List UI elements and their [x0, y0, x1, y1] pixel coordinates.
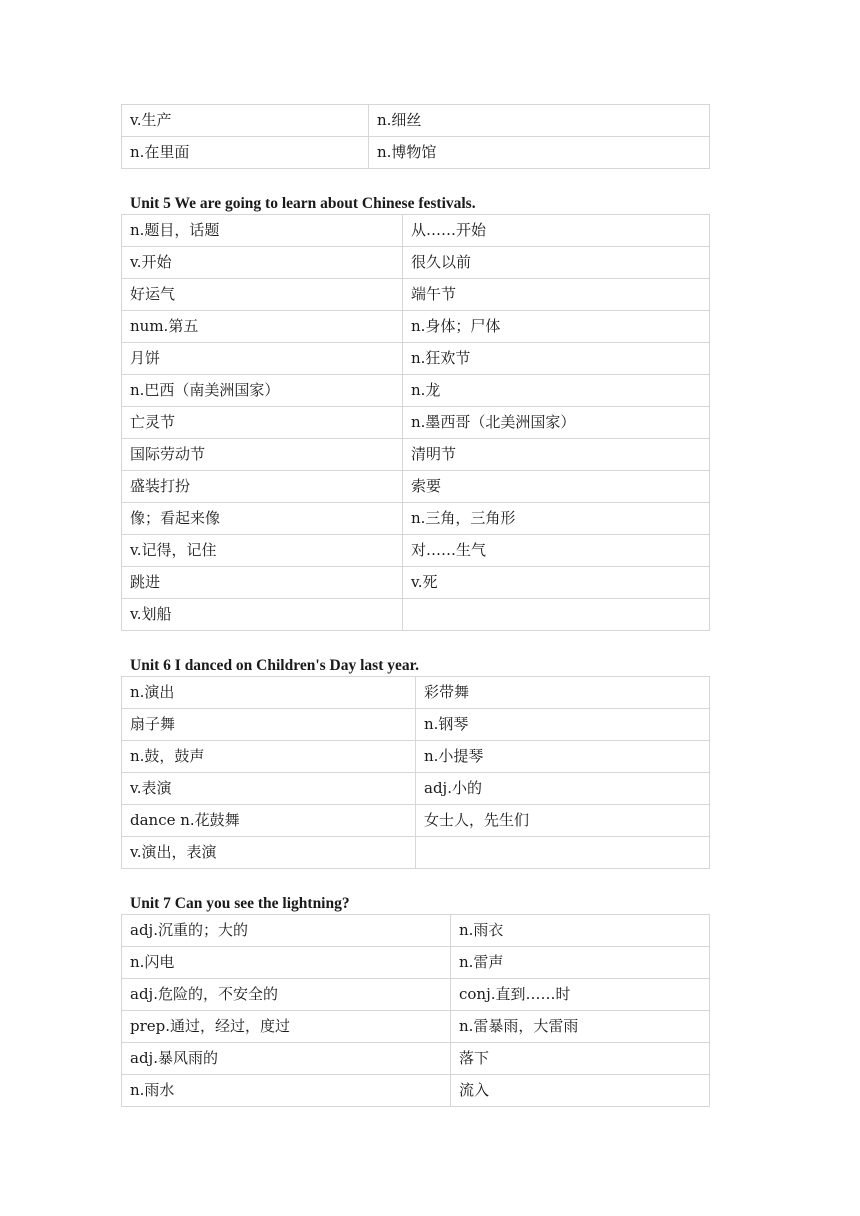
- table-cell: 端午节: [403, 279, 710, 311]
- table-row: [122, 503, 710, 535]
- table-cell: 落下: [451, 1043, 710, 1075]
- table-cell: 很久以前: [403, 247, 710, 279]
- table-cell: v.记得，记住: [122, 535, 403, 567]
- table-cell: conj.直到……时: [451, 979, 710, 1011]
- table-cell: n.巴西（南美洲国家）: [122, 375, 403, 407]
- table-cell: n.墨西哥（北美洲国家）: [403, 407, 710, 439]
- table-cell: adj.沉重的；大的: [122, 915, 451, 947]
- table-cell: 女士人，先生们: [416, 805, 710, 837]
- table-row: [122, 375, 710, 407]
- table-cell: n.博物馆: [369, 137, 710, 169]
- table-cell: 对……生气: [403, 535, 710, 567]
- table-cell: 扇子舞: [122, 709, 416, 741]
- table-cell: n.身体；尸体: [403, 311, 710, 343]
- table-cell: dance n.花鼓舞: [122, 805, 416, 837]
- table-cell: n.演出: [122, 677, 416, 709]
- table-cell: 彩带舞: [416, 677, 710, 709]
- table-cell: adj.暴风雨的: [122, 1043, 451, 1075]
- table-row: [122, 407, 710, 439]
- table-cell: n.题目，话题: [122, 215, 403, 247]
- table-cell: 跳进: [122, 567, 403, 599]
- table-cell: n.龙: [403, 375, 710, 407]
- table-cell: n.细丝: [369, 105, 710, 137]
- table-cell: n.鼓，鼓声: [122, 741, 416, 773]
- unit6-heading: Unit 6 I danced on Children's Day last year.: [130, 657, 419, 674]
- table-row: [122, 343, 710, 375]
- table-row: [122, 1011, 710, 1043]
- unit7-heading: Unit 7 Can you see the lightning?: [130, 895, 350, 912]
- vocab-table-unit5: [121, 214, 710, 631]
- vocab-table-unit7: [121, 914, 710, 1107]
- table-cell: [416, 837, 710, 869]
- table-cell: adj.危险的，不安全的: [122, 979, 451, 1011]
- table-cell: prep.通过，经过，度过: [122, 1011, 451, 1043]
- table-cell: 清明节: [403, 439, 710, 471]
- table-cell: n.雷暴雨，大雷雨: [451, 1011, 710, 1043]
- table-row: [122, 137, 710, 169]
- table-row: [122, 535, 710, 567]
- table-cell: n.闪电: [122, 947, 451, 979]
- table-row: [122, 1075, 710, 1107]
- table-row: [122, 567, 710, 599]
- table-cell: n.三角，三角形: [403, 503, 710, 535]
- table-cell: 好运气: [122, 279, 403, 311]
- table-cell: v.生产: [122, 105, 369, 137]
- table-cell: n.小提琴: [416, 741, 710, 773]
- table-cell: v.开始: [122, 247, 403, 279]
- table-row: [122, 677, 710, 709]
- table-cell: n.在里面: [122, 137, 369, 169]
- table-cell: 国际劳动节: [122, 439, 403, 471]
- table-cell: 从……开始: [403, 215, 710, 247]
- table-cell: adj.小的: [416, 773, 710, 805]
- table-cell: 索要: [403, 471, 710, 503]
- table-row: [122, 979, 710, 1011]
- table-cell: n.雨衣: [451, 915, 710, 947]
- table-cell: 像；看起来像: [122, 503, 403, 535]
- table-row: [122, 279, 710, 311]
- table-row: [122, 215, 710, 247]
- table-row: [122, 105, 710, 137]
- table-cell: 月饼: [122, 343, 403, 375]
- table-cell: n.狂欢节: [403, 343, 710, 375]
- table-cell: [403, 599, 710, 631]
- table-cell: n.钢琴: [416, 709, 710, 741]
- table-cell: v.划船: [122, 599, 403, 631]
- vocab-table-unit6: [121, 676, 710, 869]
- table-row: [122, 599, 710, 631]
- table-row: [122, 773, 710, 805]
- document-page: [121, 104, 709, 1107]
- table-cell: 亡灵节: [122, 407, 403, 439]
- table-cell: v.演出，表演: [122, 837, 416, 869]
- table-row: [122, 947, 710, 979]
- table-cell: n.雷声: [451, 947, 710, 979]
- table-cell: num.第五: [122, 311, 403, 343]
- table-row: [122, 439, 710, 471]
- vocab-table-top: [121, 104, 710, 169]
- unit5-heading: Unit 5 We are going to learn about Chinese festivals.: [130, 195, 476, 212]
- table-cell: 流入: [451, 1075, 710, 1107]
- table-row: [122, 805, 710, 837]
- table-row: [122, 837, 710, 869]
- table-row: [122, 311, 710, 343]
- table-row: [122, 471, 710, 503]
- table-cell: 盛装打扮: [122, 471, 403, 503]
- table-cell: v.表演: [122, 773, 416, 805]
- table-row: [122, 1043, 710, 1075]
- table-cell: v.死: [403, 567, 710, 599]
- table-cell: n.雨水: [122, 1075, 451, 1107]
- table-row: [122, 247, 710, 279]
- table-row: [122, 915, 710, 947]
- table-row: [122, 709, 710, 741]
- table-row: [122, 741, 710, 773]
